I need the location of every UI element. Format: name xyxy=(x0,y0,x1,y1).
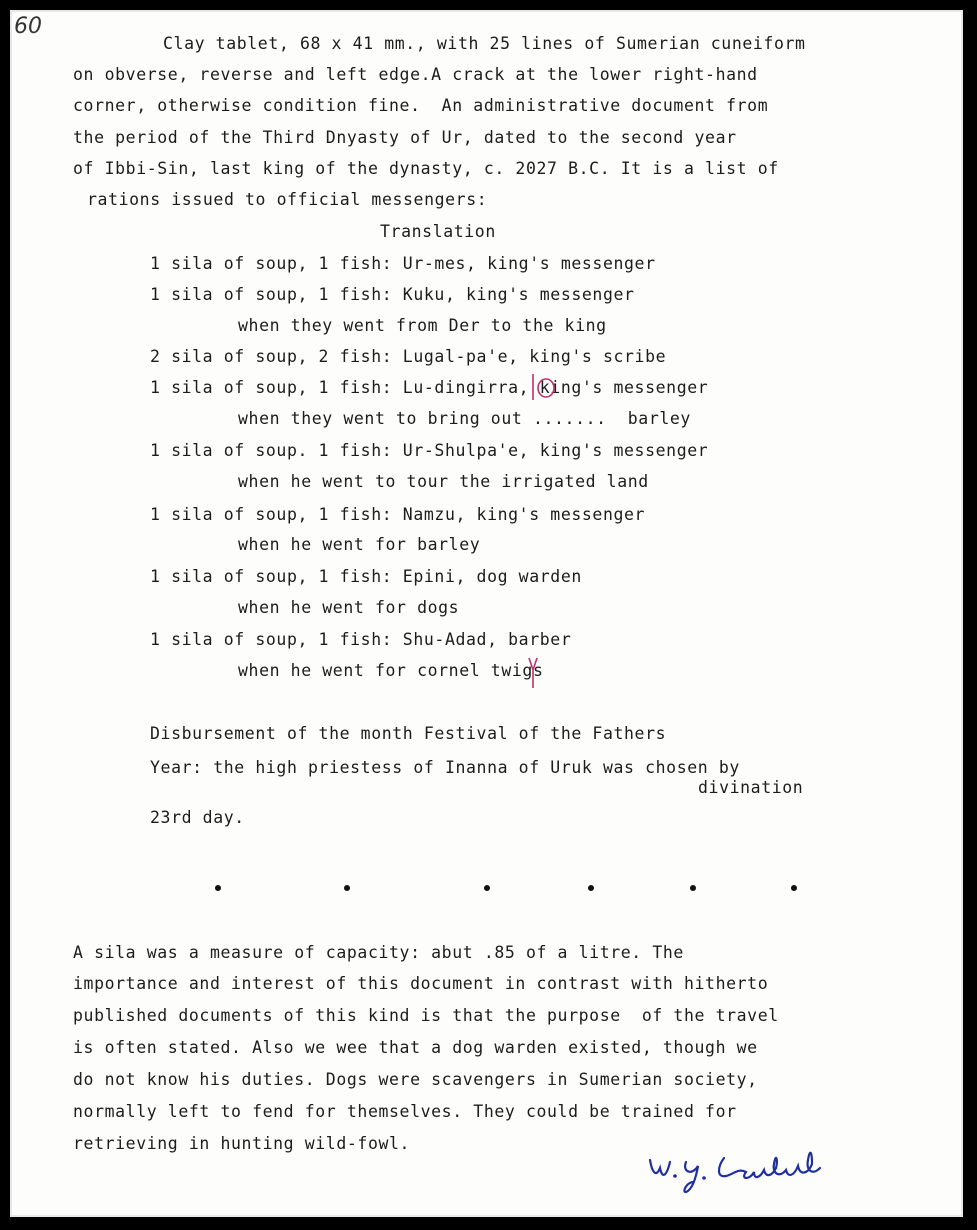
ration-entry: 1 sila of soup, 1 fish: Shu-Adad, barber xyxy=(150,630,572,649)
intro-line: on obverse, reverse and left edge.A crack at the lower right-hand xyxy=(73,65,758,84)
entry-purpose: when they went from Der to the king xyxy=(238,316,607,335)
ration-entry: 1 sila of soup, 1 fish: Lu-dingirra, king's messenger xyxy=(150,378,709,397)
intro-line: Clay tablet, 68 x 41 mm., with 25 lines of Sumerian cuneiform xyxy=(163,34,806,53)
note-line: normally left to fend for themselves. They could be trained for xyxy=(73,1102,737,1121)
note-line: is often stated. Also we wee that a dog warden existed, though we xyxy=(73,1038,758,1057)
entry-purpose: when he went for barley xyxy=(238,535,481,554)
page-number: 60 xyxy=(14,14,42,39)
ration-entry: 1 sila of soup, 1 fish: Ur-mes, king's messenger xyxy=(150,254,656,273)
ration-entry: 1 sila of soup, 1 fish: Epini, dog warden xyxy=(150,567,582,586)
separator-dot xyxy=(588,885,594,891)
separator-dot xyxy=(791,885,797,891)
ration-entry: 1 sila of soup. 1 fish: Ur-Shulpa'e, king's messenger xyxy=(150,441,709,460)
signature-mark xyxy=(642,1138,852,1198)
document-page xyxy=(10,10,963,1217)
entry-purpose: when he went for cornel twigs xyxy=(238,661,544,680)
ration-entry: 2 sila of soup, 2 fish: Lugal-pa'e, king's scribe xyxy=(150,347,667,366)
intro-line: rations issued to official messengers: xyxy=(87,190,488,209)
separator-dot xyxy=(690,885,696,891)
entry-purpose: when they went to bring out ....... barley xyxy=(238,409,691,428)
note-line: A sila was a measure of capacity: abut .85 of a litre. The xyxy=(73,943,684,962)
translation-heading: Translation xyxy=(380,222,496,241)
separator-dot xyxy=(215,885,221,891)
note-line: published documents of this kind is that the purpose of the travel xyxy=(73,1006,779,1025)
proofread-correction-mark xyxy=(527,370,561,404)
entry-purpose: when he went to tour the irrigated land xyxy=(238,472,649,491)
separator-dot xyxy=(344,885,350,891)
separator-dot xyxy=(484,885,490,891)
entry-purpose: when he went for dogs xyxy=(238,598,460,617)
ration-entry: 1 sila of soup, 1 fish: Namzu, king's messenger xyxy=(150,505,646,524)
year-line-continuation: divination xyxy=(698,778,804,797)
intro-line: corner, otherwise condition fine. An administrative document from xyxy=(73,96,769,115)
note-line: importance and interest of this document in contrast with hitherto xyxy=(73,974,769,993)
intro-line: of Ibbi-Sin, last king of the dynasty, c. 2027 B.C. It is a list of xyxy=(73,159,779,178)
day-line: 23rd day. xyxy=(150,808,245,827)
proofread-correction-mark xyxy=(526,656,540,690)
note-line: do not know his duties. Dogs were scavengers in Sumerian society, xyxy=(73,1070,758,1089)
ration-entry: 1 sila of soup, 1 fish: Kuku, king's messenger xyxy=(150,285,635,304)
disbursement-line: Disbursement of the month Festival of the Fathers xyxy=(150,724,667,743)
year-line: Year: the high priestess of Inanna of Uruk was chosen by xyxy=(150,758,740,777)
note-line: retrieving in hunting wild-fowl. xyxy=(73,1134,411,1153)
intro-line: the period of the Third Dnyasty of Ur, dated to the second year xyxy=(73,128,737,147)
